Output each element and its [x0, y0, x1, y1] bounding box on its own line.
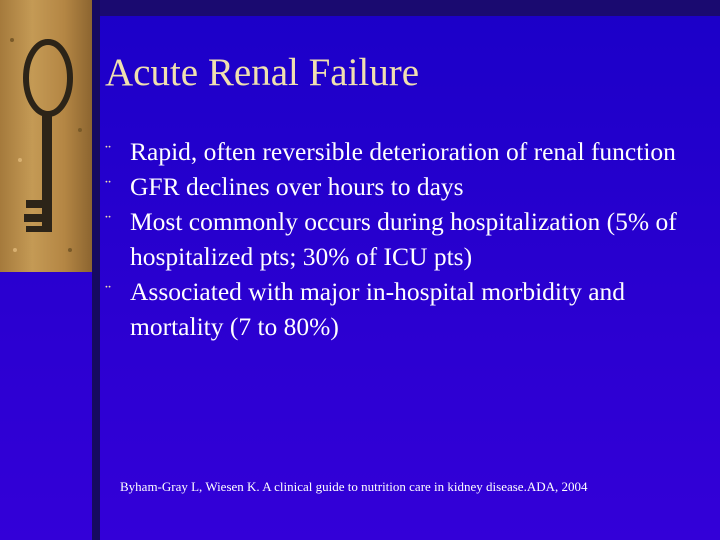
slide-title: Acute Renal Failure	[105, 51, 420, 94]
bullet-item	[105, 274, 710, 344]
bullet-icon: ¨	[105, 211, 111, 231]
bullet-list	[105, 134, 710, 344]
bullet-icon: ¨	[105, 281, 111, 301]
bullet-text: Rapid, often reversible deterioration of renal function	[130, 137, 676, 166]
bullet-text: Most commonly occurs during hospitalization (5% of hospitalized pts; 30% of ICU pts)	[130, 207, 677, 271]
bullet-item	[105, 134, 710, 169]
bullet-text: Associated with major in-hospital morbidity and mortality (7 to 80%)	[130, 277, 626, 341]
bullet-text: GFR declines over hours to days	[130, 172, 464, 201]
antique-key-image	[0, 0, 92, 272]
bullet-item	[105, 169, 710, 204]
top-border	[92, 0, 720, 16]
bullet-icon: ¨	[105, 141, 111, 161]
key-icon	[0, 0, 92, 272]
bullet-item	[105, 204, 710, 274]
left-border	[92, 0, 100, 540]
bullet-icon: ¨	[105, 176, 111, 196]
citation: Byham-Gray L, Wiesen K. A clinical guide to nutrition care in kidney disease.ADA, 2004	[120, 479, 588, 494]
